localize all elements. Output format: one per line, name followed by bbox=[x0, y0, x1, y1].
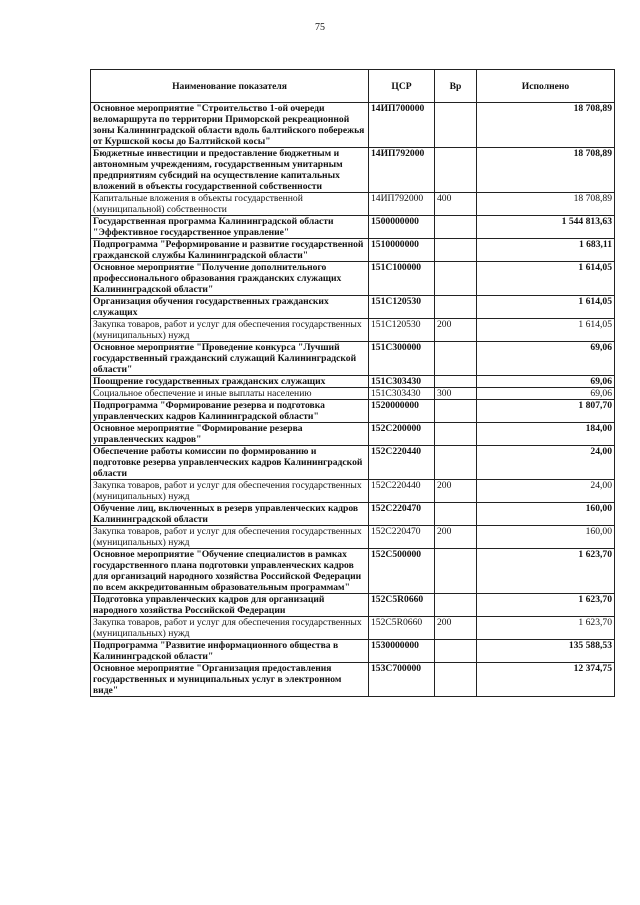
cell-value: 24,00 bbox=[477, 446, 615, 480]
cell-csr: 151С300000 bbox=[369, 342, 435, 376]
table-row bbox=[91, 216, 615, 239]
cell-value: 1 683,11 bbox=[477, 239, 615, 262]
cell-name: Обеспечение работы комиссии по формированию и подготовке резерва управленческих кадров Калининградской области bbox=[91, 446, 369, 480]
table-row bbox=[91, 594, 615, 617]
cell-vr bbox=[435, 216, 477, 239]
cell-name: Государственная программа Калининградской области "Эффективное государственное управление" bbox=[91, 216, 369, 239]
cell-csr: 152С200000 bbox=[369, 423, 435, 446]
cell-name: Основное мероприятие "Формирование резерва управленческих кадров" bbox=[91, 423, 369, 446]
cell-name: Социальное обеспечение и иные выплаты населению bbox=[91, 388, 369, 400]
table-row bbox=[91, 239, 615, 262]
cell-vr: 200 bbox=[435, 617, 477, 640]
cell-value: 18 708,89 bbox=[477, 193, 615, 216]
table-row bbox=[91, 319, 615, 342]
table-row bbox=[91, 388, 615, 400]
cell-vr bbox=[435, 148, 477, 193]
cell-csr: 1520000000 bbox=[369, 400, 435, 423]
cell-vr bbox=[435, 640, 477, 663]
table-row bbox=[91, 148, 615, 193]
cell-value: 160,00 bbox=[477, 526, 615, 549]
table-row bbox=[91, 103, 615, 148]
cell-vr bbox=[435, 376, 477, 388]
cell-value: 69,06 bbox=[477, 388, 615, 400]
cell-name: Закупка товаров, работ и услуг для обеспечения государственных (муниципальных) нужд bbox=[91, 319, 369, 342]
cell-vr: 200 bbox=[435, 526, 477, 549]
cell-name: Основное мероприятие "Получение дополнительного профессионального образования гражданских служащих Калининградской области" bbox=[91, 262, 369, 296]
cell-value: 18 708,89 bbox=[477, 103, 615, 148]
cell-name: Капитальные вложения в объекты государственной (муниципальной) собственности bbox=[91, 193, 369, 216]
cell-csr: 14ИП792000 bbox=[369, 148, 435, 193]
table-row bbox=[91, 376, 615, 388]
cell-name: Подготовка управленческих кадров для организаций народного хозяйства Российской Федерации bbox=[91, 594, 369, 617]
cell-name: Основное мероприятие "Строительство 1-ой очереди веломаршрута по территории Приморской рекреационной зоны Калининградской области вдоль балтийского побережья от Куршской косы до Балтийской косы" bbox=[91, 103, 369, 148]
cell-vr: 400 bbox=[435, 193, 477, 216]
cell-csr: 151С303430 bbox=[369, 388, 435, 400]
cell-csr: 151С303430 bbox=[369, 376, 435, 388]
cell-name: Основное мероприятие "Организация предоставления государственных и муниципальных услуг в электронном виде" bbox=[91, 663, 369, 697]
cell-csr: 14ИП792000 bbox=[369, 193, 435, 216]
cell-vr bbox=[435, 103, 477, 148]
cell-vr bbox=[435, 503, 477, 526]
cell-csr: 152С220440 bbox=[369, 446, 435, 480]
table-row bbox=[91, 262, 615, 296]
cell-csr: 151С100000 bbox=[369, 262, 435, 296]
cell-value: 1 623,70 bbox=[477, 617, 615, 640]
cell-csr: 152С500000 bbox=[369, 549, 435, 594]
cell-csr: 1530000000 bbox=[369, 640, 435, 663]
header-name: Наименование показателя bbox=[91, 70, 369, 103]
table-row bbox=[91, 296, 615, 319]
cell-value: 69,06 bbox=[477, 376, 615, 388]
cell-name: Подпрограмма "Реформирование и развитие государственной гражданской службы Калининградской области" bbox=[91, 239, 369, 262]
table-row bbox=[91, 640, 615, 663]
cell-name: Закупка товаров, работ и услуг для обеспечения государственных (муниципальных) нужд bbox=[91, 526, 369, 549]
cell-value: 1 544 813,63 bbox=[477, 216, 615, 239]
table-row bbox=[91, 400, 615, 423]
budget-execution-table bbox=[90, 69, 615, 697]
header-value: Исполнено bbox=[477, 70, 615, 103]
cell-name: Бюджетные инвестиции и предоставление бюджетным и автономным учреждениям, государственным унитарным предприятиям субсидий на осуществление капитальных вложений в объекты государственной собственности bbox=[91, 148, 369, 193]
cell-vr: 200 bbox=[435, 480, 477, 503]
cell-value: 24,00 bbox=[477, 480, 615, 503]
cell-vr bbox=[435, 342, 477, 376]
cell-vr: 300 bbox=[435, 388, 477, 400]
cell-name: Подпрограмма "Формирование резерва и подготовка управленческих кадров Калининградской области" bbox=[91, 400, 369, 423]
cell-vr bbox=[435, 296, 477, 319]
header-csr: ЦСР bbox=[369, 70, 435, 103]
cell-csr: 1510000000 bbox=[369, 239, 435, 262]
cell-vr bbox=[435, 423, 477, 446]
cell-value: 12 374,75 bbox=[477, 663, 615, 697]
cell-csr: 153С700000 bbox=[369, 663, 435, 697]
cell-csr: 14ИП700000 bbox=[369, 103, 435, 148]
cell-vr bbox=[435, 549, 477, 594]
cell-vr bbox=[435, 594, 477, 617]
cell-value: 160,00 bbox=[477, 503, 615, 526]
cell-csr: 152С220440 bbox=[369, 480, 435, 503]
cell-name: Закупка товаров, работ и услуг для обеспечения государственных (муниципальных) нужд bbox=[91, 617, 369, 640]
cell-vr bbox=[435, 663, 477, 697]
cell-csr: 151С120530 bbox=[369, 319, 435, 342]
cell-value: 1 614,05 bbox=[477, 262, 615, 296]
cell-value: 1 807,70 bbox=[477, 400, 615, 423]
cell-csr: 152С5R0660 bbox=[369, 617, 435, 640]
cell-name: Основное мероприятие "Проведение конкурса "Лучший государственный гражданский служащий Калининградской области" bbox=[91, 342, 369, 376]
table-row bbox=[91, 526, 615, 549]
table-row bbox=[91, 617, 615, 640]
cell-vr bbox=[435, 446, 477, 480]
cell-name: Обучение лиц, включенных в резерв управленческих кадров Калининградской области bbox=[91, 503, 369, 526]
cell-value: 184,00 bbox=[477, 423, 615, 446]
table-row bbox=[91, 549, 615, 594]
cell-value: 18 708,89 bbox=[477, 148, 615, 193]
cell-value: 1 614,05 bbox=[477, 296, 615, 319]
header-vr: Вр bbox=[435, 70, 477, 103]
cell-csr: 1500000000 bbox=[369, 216, 435, 239]
cell-name: Закупка товаров, работ и услуг для обеспечения государственных (муниципальных) нужд bbox=[91, 480, 369, 503]
cell-name: Организация обучения государственных гражданских служащих bbox=[91, 296, 369, 319]
cell-name: Поощрение государственных гражданских служащих bbox=[91, 376, 369, 388]
cell-value: 69,06 bbox=[477, 342, 615, 376]
cell-value: 135 588,53 bbox=[477, 640, 615, 663]
cell-value: 1 614,05 bbox=[477, 319, 615, 342]
table-row bbox=[91, 503, 615, 526]
cell-vr bbox=[435, 400, 477, 423]
table-row bbox=[91, 480, 615, 503]
cell-vr bbox=[435, 262, 477, 296]
cell-csr: 151С120530 bbox=[369, 296, 435, 319]
page-number: 75 bbox=[315, 22, 325, 33]
cell-name: Основное мероприятие "Обучение специалистов в рамках государственного плана подготовки управленческих кадров для организаций народного хозяйства Российской Федерации по всем аккредитованным образовательным программам" bbox=[91, 549, 369, 594]
table-row bbox=[91, 423, 615, 446]
cell-value: 1 623,70 bbox=[477, 594, 615, 617]
table-row bbox=[91, 342, 615, 376]
cell-csr: 152С220470 bbox=[369, 526, 435, 549]
table-row bbox=[91, 193, 615, 216]
table-row bbox=[91, 663, 615, 697]
cell-vr: 200 bbox=[435, 319, 477, 342]
table-row bbox=[91, 446, 615, 480]
cell-csr: 152С220470 bbox=[369, 503, 435, 526]
table-header-row bbox=[91, 70, 615, 103]
cell-name: Подпрограмма "Развитие информационного общества в Калининградской области" bbox=[91, 640, 369, 663]
cell-value: 1 623,70 bbox=[477, 549, 615, 594]
cell-csr: 152С5R0660 bbox=[369, 594, 435, 617]
cell-vr bbox=[435, 239, 477, 262]
